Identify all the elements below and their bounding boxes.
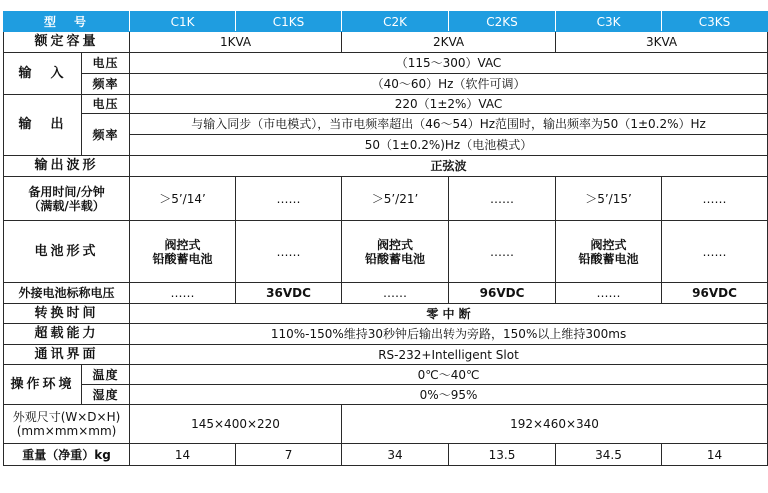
output-voltage-label: 电压 — [82, 95, 130, 114]
ext-battery-c1k: …… — [130, 283, 236, 304]
ext-battery-c3k: …… — [556, 283, 662, 304]
humidity-label: 湿度 — [82, 385, 130, 405]
dimensions-label-line1: 外观尺寸(W×D×H) — [12, 410, 121, 424]
environment-label: 操作环境 — [4, 365, 82, 405]
output-voltage-value: 220（1±2%）VAC — [130, 95, 768, 114]
temperature-label: 温度 — [82, 365, 130, 385]
weight-c3ks: 14 — [662, 444, 768, 466]
battery-type-c1k — [130, 221, 236, 283]
dimensions-label — [4, 405, 130, 444]
input-label: 输 入 — [4, 53, 82, 95]
backup-time-c1ks: …… — [236, 177, 342, 221]
weight-c2k: 34 — [342, 444, 449, 466]
model-c3k: C3K — [556, 12, 662, 32]
weight-c1k: 14 — [130, 444, 236, 466]
model-c2k: C2K — [342, 12, 449, 32]
model-c1ks: C1KS — [236, 12, 342, 32]
battery-type-line1: 阀控式 — [590, 237, 627, 252]
interface-value: RS-232+Intelligent Slot — [130, 345, 768, 365]
backup-time-c2ks: …… — [449, 177, 556, 221]
row-env-humidity — [4, 385, 768, 405]
ext-battery-voltage-label: 外接电池标称电压 — [4, 283, 130, 304]
overload-label: 超载能力 — [4, 324, 130, 345]
rated-capacity-label: 额定容量 — [4, 32, 130, 53]
output-frequency-value-1: 与输入同步（市电模式），当市电频率超出（46～54）Hz范围时，输出频率为50（1±0.2%）Hz — [130, 114, 768, 135]
row-input-frequency — [4, 74, 768, 95]
weight-c1ks: 7 — [236, 444, 342, 466]
input-frequency-label: 频率 — [82, 74, 130, 95]
row-input-voltage — [4, 53, 768, 74]
battery-type-c3k — [556, 221, 662, 283]
backup-time-label-line2: （满载/半载） — [28, 198, 105, 213]
battery-type-label: 电池形式 — [4, 221, 130, 283]
weight-label: 重量（净重）kg — [4, 444, 130, 466]
dimensions-2k-3k: 192×460×340 — [342, 405, 768, 444]
spec-table — [3, 11, 768, 466]
battery-type-c2k — [342, 221, 449, 283]
output-frequency-label: 频率 — [82, 114, 130, 156]
weight-c3k: 34.5 — [556, 444, 662, 466]
model-c3ks: C3KS — [662, 12, 768, 32]
temperature-value: 0℃～40℃ — [130, 365, 768, 385]
model-c1k: C1K — [130, 12, 236, 32]
interface-label: 通讯界面 — [4, 345, 130, 365]
battery-type-line2: 铅酸蓄电池 — [365, 251, 426, 266]
ext-battery-c2ks: 96VDC — [449, 283, 556, 304]
row-backup-time — [4, 177, 768, 221]
ext-battery-c1ks: 36VDC — [236, 283, 342, 304]
input-frequency-value: （40～60）Hz（软件可调） — [130, 74, 768, 95]
overload-value: 110%-150%维持30秒钟后输出转为旁路，150%以上维持300ms — [130, 324, 768, 345]
row-output-voltage — [4, 95, 768, 114]
row-transfer-time — [4, 304, 768, 324]
backup-time-label — [4, 177, 130, 221]
backup-time-c3ks: …… — [662, 177, 768, 221]
row-waveform — [4, 156, 768, 177]
battery-type-line1: 阀控式 — [377, 237, 414, 252]
row-overload — [4, 324, 768, 345]
waveform-value: 正弦波 — [130, 156, 768, 177]
humidity-value: 0%～95% — [130, 385, 768, 405]
capacity-2kva: 2KVA — [342, 32, 556, 53]
input-voltage-value: （115～300）VAC — [130, 53, 768, 74]
model-label: 型 号 — [4, 12, 130, 32]
dimensions-label-line2: (mm×mm×mm) — [16, 424, 117, 438]
waveform-label: 输出波形 — [4, 156, 130, 177]
transfer-time-value: 零 中 断 — [130, 304, 768, 324]
dimensions-1k: 145×400×220 — [130, 405, 342, 444]
battery-type-line2: 铅酸蓄电池 — [578, 251, 639, 266]
battery-type-line1: 阀控式 — [164, 237, 201, 252]
header-row — [4, 12, 768, 32]
row-interface — [4, 345, 768, 365]
row-env-temperature — [4, 365, 768, 385]
input-voltage-label: 电压 — [82, 53, 130, 74]
backup-time-label-line1: 备用时间/分钟 — [28, 184, 105, 199]
battery-type-line2: 铅酸蓄电池 — [152, 251, 213, 266]
row-weight — [4, 444, 768, 466]
ext-battery-c2k: …… — [342, 283, 449, 304]
capacity-3kva: 3KVA — [556, 32, 768, 53]
output-label: 输 出 — [4, 95, 82, 156]
capacity-1kva: 1KVA — [130, 32, 342, 53]
transfer-time-label: 转换时间 — [4, 304, 130, 324]
row-ext-battery-voltage — [4, 283, 768, 304]
row-battery-type — [4, 221, 768, 283]
row-dimensions — [4, 405, 768, 444]
ext-battery-c3ks: 96VDC — [662, 283, 768, 304]
backup-time-c3k: ＞5’/15’ — [556, 177, 662, 221]
output-frequency-value-2: 50（1±0.2%)Hz（电池模式） — [130, 135, 768, 156]
backup-time-c2k: ＞5’/21’ — [342, 177, 449, 221]
backup-time-c1k: ＞5’/14’ — [130, 177, 236, 221]
weight-c2ks: 13.5 — [449, 444, 556, 466]
row-rated-capacity — [4, 32, 768, 53]
battery-type-c3ks: …… — [662, 221, 768, 283]
battery-type-c2ks: …… — [449, 221, 556, 283]
battery-type-c1ks: …… — [236, 221, 342, 283]
model-c2ks: C2KS — [449, 12, 556, 32]
row-output-frequency-1 — [4, 114, 768, 135]
